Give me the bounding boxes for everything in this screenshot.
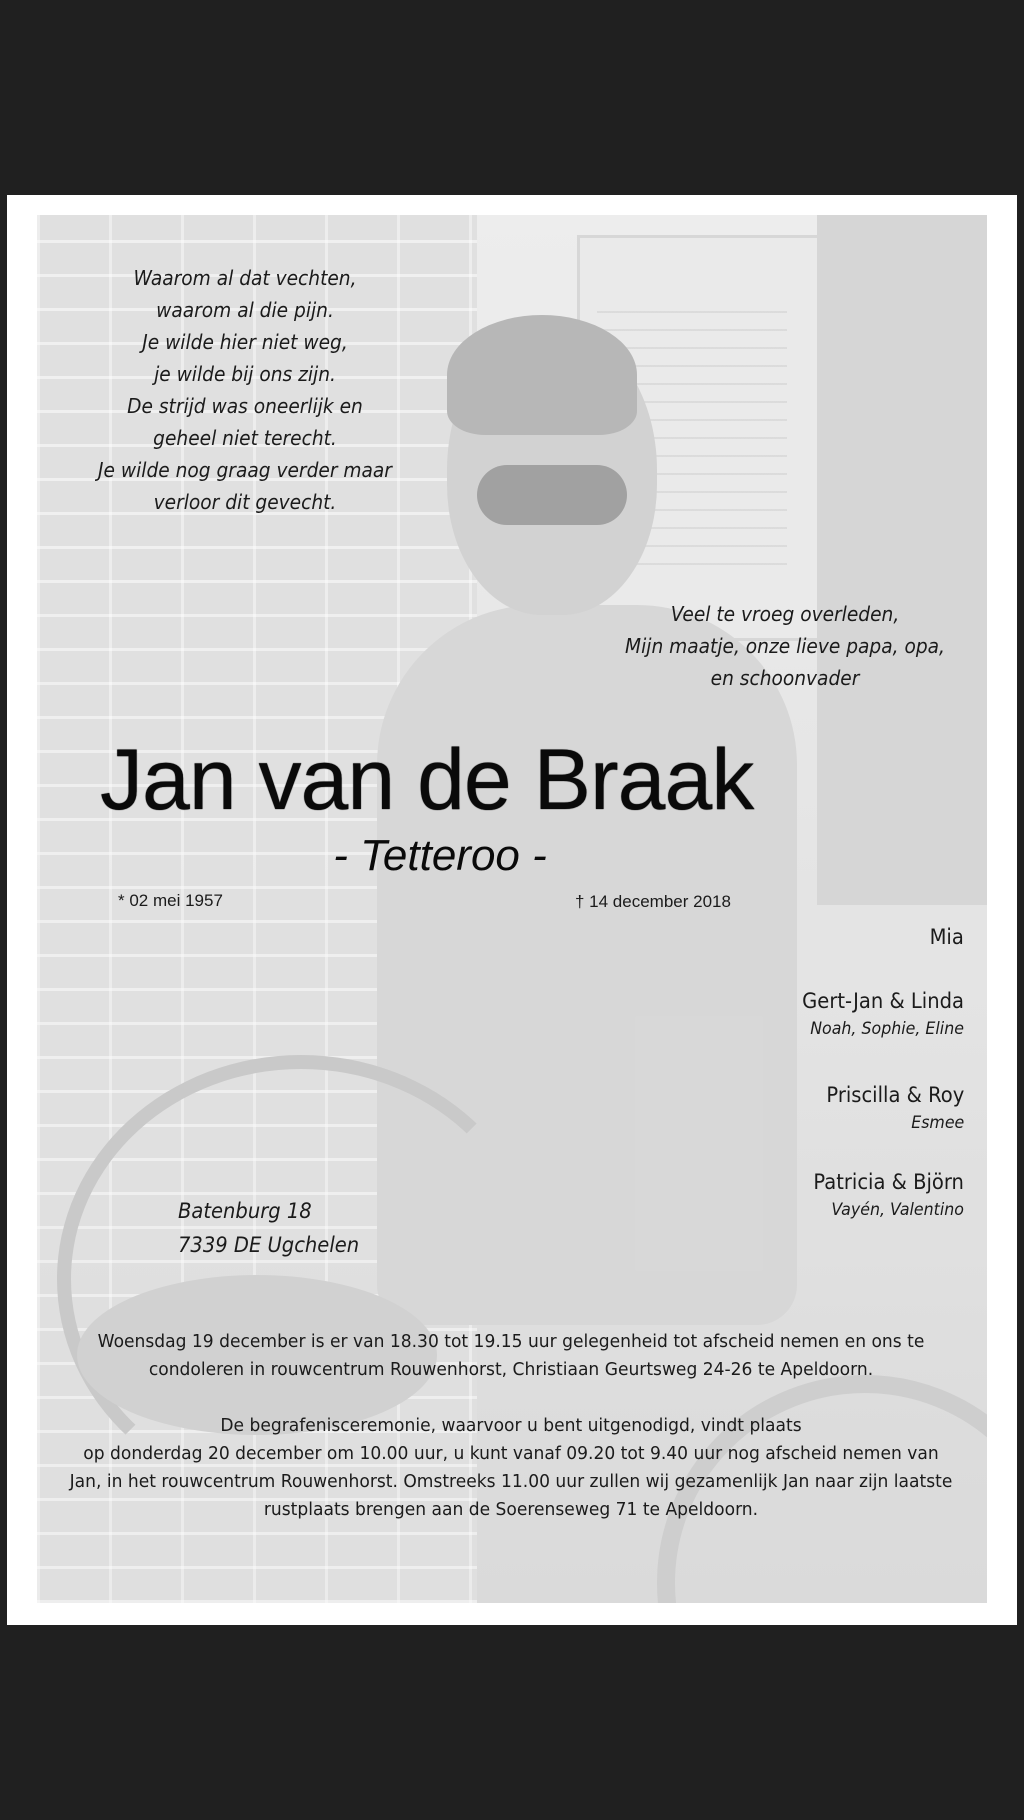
announcement-line: condoleren in rouwcentrum Rouwenhorst, Christiaan Geurtsweg 24-26 te Apeldoorn.	[148, 1359, 874, 1380]
family-entry	[816, 1080, 964, 1136]
poem	[68, 262, 421, 518]
poem-line: verloor dit gevecht.	[153, 490, 337, 514]
family-names: Priscilla & Roy	[826, 1083, 964, 1107]
paragraph-spacer	[60, 1384, 963, 1412]
poem-line: je wilde bij ons zijn.	[154, 362, 336, 386]
funeral-announcement	[60, 1328, 963, 1524]
deceased-name: Jan van de Braak	[100, 732, 754, 828]
intro-line: Veel te vroeg overleden,	[670, 602, 900, 626]
address	[178, 1194, 359, 1262]
address-street: Batenburg 18	[178, 1199, 312, 1223]
announcement-line: rustplaats brengen aan de Soerenseweg 71 te Apeldoorn.	[263, 1499, 759, 1520]
family-names: Gert-Jan & Linda	[802, 989, 964, 1013]
poem-line: Je wilde hier niet weg,	[142, 330, 348, 354]
deceased-nickname: - Tetteroo -	[333, 831, 547, 880]
announcement-line: Woensdag 19 december is er van 18.30 tot 19.15 uur gelegenheid tot afscheid nemen en ons te	[97, 1331, 925, 1352]
address-city: 7339 DE Ugchelen	[178, 1233, 360, 1257]
family-entry	[802, 1167, 964, 1223]
announcement-line: op donderdag 20 december om 10.00 uur, u kunt vanaf 09.20 tot 9.40 uur nog afscheid nemen van	[83, 1443, 939, 1464]
family-entry	[790, 986, 964, 1042]
announcement-line: Jan, in het rouwcentrum Rouwenhorst. Omstreeks 11.00 uur zullen wij gezamenlijk Jan naar zijn laatste	[69, 1471, 953, 1492]
intro-line: en schoonvader	[710, 666, 860, 690]
intro-text	[604, 598, 967, 694]
family-names: Patricia & Björn	[813, 1170, 964, 1194]
poem-line: De strijd was oneerlijk en	[127, 394, 363, 418]
poem-line: geheel niet terecht.	[153, 426, 337, 450]
family-children: Noah, Sophie, Eline	[810, 1019, 964, 1039]
poem-line: Je wilde nog graag verder maar	[98, 458, 392, 482]
birth-date: * 02 mei 1957	[118, 891, 223, 910]
poem-line: Waarom al dat vechten,	[133, 266, 357, 290]
family-children: Esmee	[910, 1113, 964, 1133]
poem-line: waarom al die pijn.	[156, 298, 334, 322]
intro-line: Mijn maatje, onze lieve papa, opa,	[625, 634, 945, 658]
family-entry	[927, 922, 964, 952]
announcement-line: De begrafenisceremonie, waarvoor u bent uitgenodigd, vindt plaats	[220, 1415, 802, 1436]
family-names: Mia	[929, 925, 964, 949]
family-children: Vayén, Valentino	[831, 1200, 964, 1220]
death-date: † 14 december 2018	[575, 892, 731, 911]
